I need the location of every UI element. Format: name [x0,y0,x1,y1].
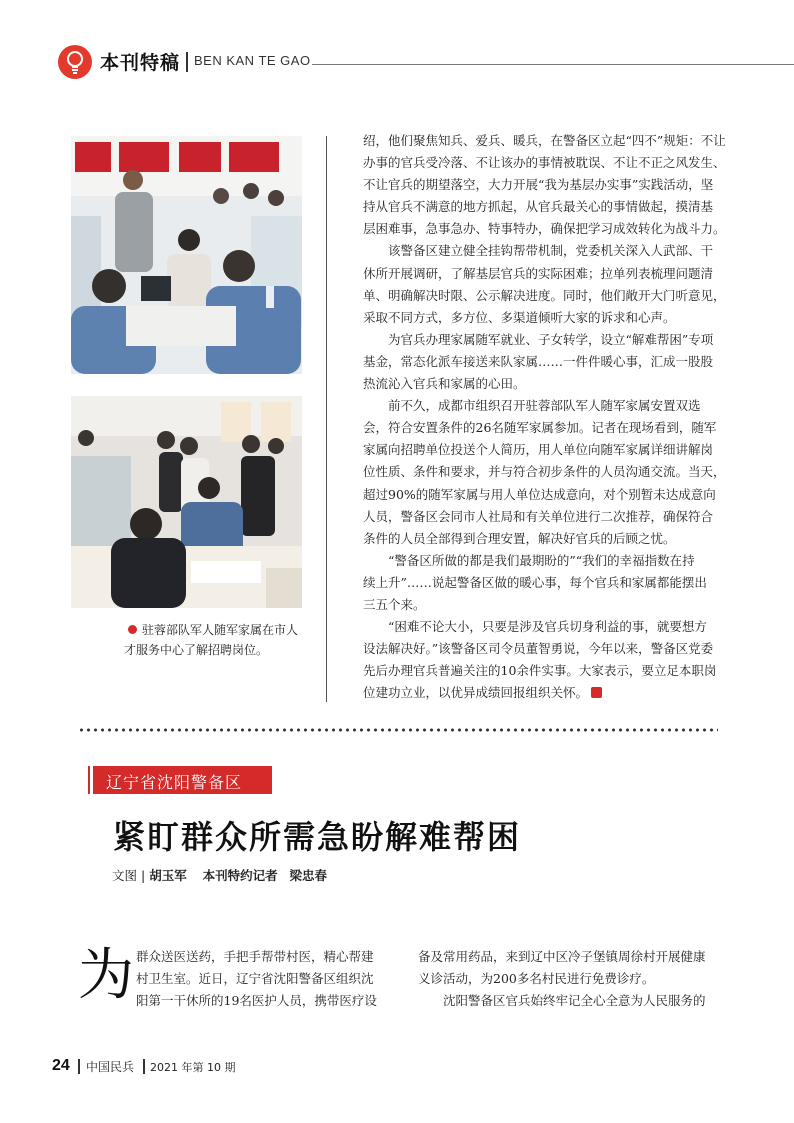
text-line: “警备区所做的都是我们最期盼的”“我们的幸福指数在持 [388,552,695,568]
text-line: 设法解决好。”该警备区司令员董智勇说，今年以来，警备区党委 [363,641,714,657]
byline-sep: | [137,868,150,883]
text-line: “困难不论大小，只要是涉及官兵切身利益的事，就要想方 [388,619,707,635]
region-tag-stripe [90,766,93,794]
end-mark-icon [591,687,602,698]
byline-author: 胡玉军 [149,868,187,883]
text-line: 不让官兵的期望落空，大力开展“我为基层办实事”实践活动，坚 [363,177,714,193]
magazine-name: 中国民兵 [86,1060,135,1074]
byline-role: 本刊特约记者 [202,868,278,883]
text-line: 备及常用药品，来到辽中区冷子堡镇周徐村开展健康 [418,949,706,964]
article-headline: 紧盯群众所需急盼解难帮困 [113,818,522,856]
text-line: 采取不同方式，多方位、多渠道倾听大家的诉求和心声。 [363,309,676,325]
header-rule [312,64,794,65]
caption-line: 才服务中心了解招聘岗位。 [124,643,269,657]
article2-column-1 [136,946,396,1012]
byline-prefix: 文图 [112,868,138,883]
text-line: 基金，常态化派车接送来队家属……一件件暖心事，汇成一股股 [363,353,714,369]
column-divider [326,136,327,702]
text-line: 会，符合安置条件的26名随军家属参加。记者在现场看到，随军 [363,420,717,436]
text-line: 阳第一干休所的19名医护人员，携带医疗设 [136,993,377,1009]
text-line: 条件的人员全部得到合理安置，解决好官兵的后顾之忧。 [363,530,676,546]
text-line: 家属向招聘单位投送个人简历，用人单位向随军家属详细讲解岗 [363,442,714,458]
text-line: 续上升”……说起警备区做的暖心事，每个官兵和家属都能摆出 [363,574,707,590]
text-line: 办事的官兵受冷落、不让该办的事情被耽误、不让不正之风发生、 [363,155,726,171]
photo-caption [124,620,310,660]
text-line: 单、明确解决时限、公示解决进度。同时，他们敞开大门听意见， [363,287,726,303]
section-title: 本刊特稿 [100,52,181,74]
text-line: 人员，警备区会同市人社局和有关单位进行二次推荐，确保符合 [363,508,714,524]
text-line: 热流沁入官兵和家属的心田。 [363,376,526,392]
article2-column-2 [418,946,728,1012]
dotted-divider [78,728,718,732]
text-line: 三五个来。 [363,596,426,612]
text-line: 超过90%的随军家属与用人单位达成意向，对个别暂未达成意向 [363,486,716,502]
text-line: 为官兵办理家属随军就业、子女转学，设立“解难帮困”专项 [388,331,714,347]
header-divider [186,52,188,72]
text-line: 村卫生室。近日，辽宁省沈阳警备区组织沈 [136,971,374,987]
byline-coauthor: 梁忠春 [289,868,328,883]
footer-divider [78,1059,80,1074]
issue-label: 2021 年第 10 期 [150,1061,236,1074]
byline [112,866,327,884]
article-body-column [363,130,726,704]
job-fair-photo [71,396,302,608]
page-number: 24 [52,1057,70,1074]
text-line: 位性质、条件和要求，并与符合初步条件的人员沟通交流。当天， [363,464,726,480]
region-tag: 辽宁省沈阳警备区 [106,773,243,792]
text-line: 绍，他们聚焦知兵、爱兵、暖兵，在警备区立起“四不”规矩：不让 [363,133,726,148]
text-line: 该警备区建立健全挂钩帮带机制，党委机关深入人武部、干 [388,243,714,259]
text-line: 层困难事，急事急办、特事特办，确保把学习成效转化为战斗力。 [363,221,726,237]
caption-line: 驻蓉部队军人随军家属在市人 [142,623,299,637]
text-line: 位建功立业，以优异成绩回报组织关怀。 [363,682,723,704]
lightbulb-logo-icon [58,45,92,79]
text-line: 前不久，成都市组织召开驻蓉部队军人随军家属安置双选 [388,398,701,414]
text-line: 群众送医送药，手把手帮带村医，精心帮建 [136,949,374,964]
service-hall-photo [71,136,302,374]
text-line: 先后办理官兵普遍关注的10余件实事。大家表示，要立足本职岗 [363,663,717,679]
footer-divider [143,1059,145,1074]
text-line: 持从官兵不满意的地方抓起，从官兵最关心的事情做起，摸清基 [363,199,714,215]
text-line: 义诊活动，为200多名村民进行免费诊疗。 [418,971,655,987]
text-line: 休所开展调研，了解基层官兵的实际困难；拉单列表梳理问题清 [363,265,714,281]
text-line: 沈阳警备区官兵始终牢记全心全意为人民服务的 [443,993,706,1009]
drop-cap: 为 [78,943,134,1008]
section-subtitle: BEN KAN TE GAO [194,53,311,68]
